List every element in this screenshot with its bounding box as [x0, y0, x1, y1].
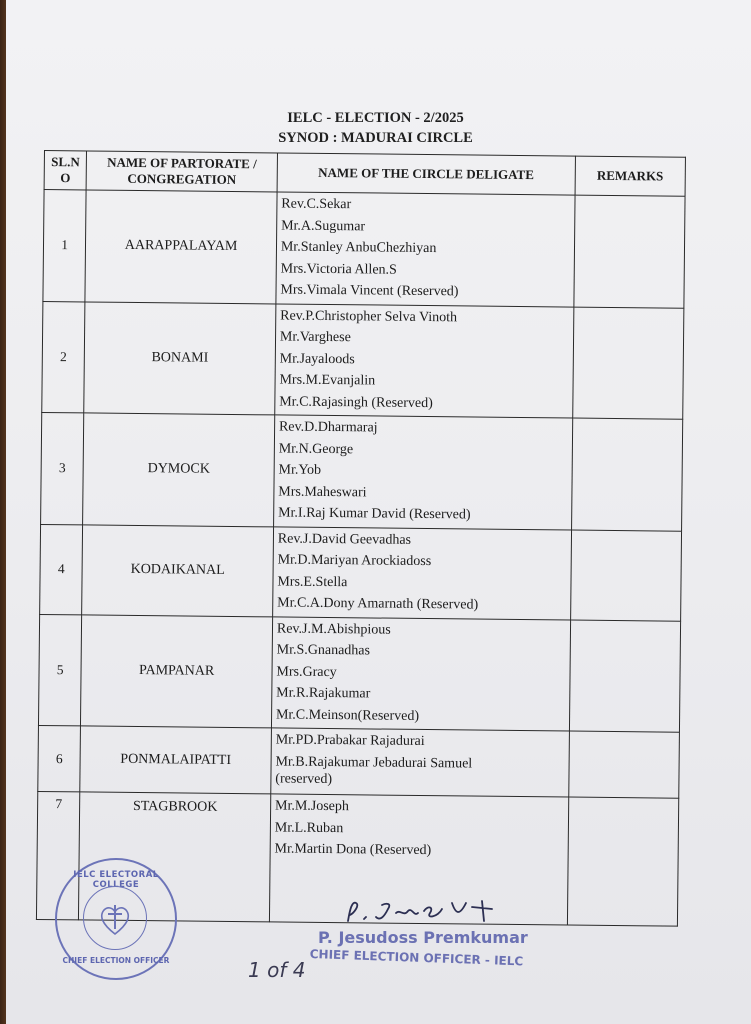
remarks-cell — [574, 195, 685, 308]
serial-number: 7 — [36, 791, 80, 919]
delegate-name: Mr.N.George — [278, 440, 354, 457]
congregation-name: BONAMI — [84, 301, 276, 414]
delegate-name: Mr.D.Mariyan Arockiadoss — [277, 552, 432, 570]
delegate-name: Rev.J.David Geevadhas — [277, 530, 412, 548]
delegate-name: Mr.Jayaloods — [279, 350, 355, 367]
remarks-cell — [568, 731, 679, 798]
table-row — [42, 301, 684, 419]
table-row — [40, 524, 682, 621]
column-header-remarks: REMARKS — [575, 156, 686, 196]
delegate-name: Mrs.Vimala Vincent (Reserved) — [280, 282, 459, 300]
delegate-name: Mrs.E.Stella — [277, 573, 348, 590]
delegate-name: Mr.I.Raj Kumar David (Reserved) — [278, 505, 471, 523]
remarks-cell — [567, 797, 679, 926]
table-row — [38, 614, 680, 732]
serial-number: 5 — [38, 614, 81, 726]
delegate-name: Mrs.Maheswari — [278, 483, 367, 500]
remarks-cell — [571, 418, 682, 531]
congregation-name: PONMALAIPATTI — [80, 726, 271, 794]
officer-name: P. Jesudoss Premkumar — [318, 928, 528, 947]
delegate-name: Mr.C.Meinson(Reserved) — [275, 706, 420, 724]
table-row — [38, 725, 680, 798]
delegate-list — [271, 728, 569, 797]
delegate-name: Mr.A.Sugumar — [281, 217, 366, 234]
delegate-list — [275, 303, 574, 418]
congregation-name: STAGBROOK — [79, 792, 271, 922]
delegate-name: Mrs.Victoria Allen.S — [280, 260, 397, 278]
seal-inner-ring — [83, 886, 147, 950]
table-row — [41, 412, 683, 530]
column-header-name-line1: NAME OF PARTORATE / — [107, 154, 257, 172]
delegate-name: Mr.Stanley AnbuChezhiyan — [280, 239, 437, 257]
delegate-list — [276, 192, 575, 307]
delegate-name: Mr.R.Rajakumar — [276, 685, 371, 702]
delegate-name: Mr.PD.Prabakar Rajadurai — [275, 732, 425, 750]
delegate-name: Mr.L.Ruban — [274, 819, 344, 836]
document-title: IELC - ELECTION - 2/2025 — [287, 110, 464, 126]
serial-number: 4 — [40, 524, 83, 614]
column-header-sl-line1: SL.N — [51, 154, 80, 170]
delegate-name: Rev.D.Dharmaraj — [278, 419, 378, 436]
delegate-name: Mr.M.Joseph — [274, 798, 350, 815]
delegate-name: Rev.C.Sekar — [281, 196, 352, 213]
delegate-name: Mr.Yob — [278, 462, 322, 478]
delegate-name: Mr.Varghese — [279, 329, 351, 346]
table-row — [43, 190, 685, 308]
delegate-list — [271, 616, 570, 731]
remarks-cell — [570, 530, 681, 621]
delegate-table — [36, 150, 686, 927]
congregation-name: DYMOCK — [83, 413, 275, 526]
column-header-delegate: NAME OF THE CIRCLE DELIGATE — [277, 153, 575, 195]
handwritten-signature — [342, 895, 522, 929]
congregation-name: PAMPANAR — [81, 614, 273, 727]
column-header-sl — [44, 151, 87, 190]
delegate-list — [273, 415, 572, 530]
delegate-name: (reserved) — [275, 771, 333, 788]
seal-bottom-text: CHIEF ELECTION OFFICER — [62, 956, 170, 965]
delegate-name: Mr.B.Rajakumar Jebadurai Samuel — [275, 753, 473, 772]
delegate-name: Mr.Martin Dona (Reserved) — [274, 841, 432, 859]
column-header-name-line2: CONGREGATION — [127, 170, 237, 188]
serial-number: 6 — [38, 725, 81, 791]
delegate-list — [273, 526, 572, 619]
delegate-name: Mr.C.Rajasingh (Reserved) — [279, 393, 433, 411]
election-seal-stamp — [55, 858, 177, 980]
delegate-name: Mrs.M.Evanjalin — [279, 372, 376, 389]
delegate-name: Mr.S.Gnanadhas — [276, 642, 371, 659]
serial-number: 1 — [43, 190, 86, 302]
column-header-sl-line2: O — [60, 170, 71, 186]
delegate-name: Rev.P.Christopher Selva Vinoth — [280, 307, 458, 325]
congregation-name: KODAIKANAL — [82, 524, 274, 616]
delegate-name: Rev.J.M.Abishpious — [276, 620, 391, 638]
serial-number: 3 — [41, 412, 84, 524]
remarks-cell — [569, 620, 680, 733]
cross-heart-icon — [84, 887, 146, 949]
delegate-name: Mrs.Gracy — [276, 663, 337, 680]
seal-top-text: IELC ELECTORAL COLLEGE — [73, 870, 159, 890]
document-header — [0, 108, 751, 148]
page-number: 1 of 4 — [248, 958, 306, 982]
column-header-name — [86, 151, 277, 192]
document-subtitle: SYNOD : MADURAI CIRCLE — [278, 130, 473, 146]
serial-number: 2 — [42, 301, 85, 413]
table-header-row — [44, 151, 685, 197]
delegate-name: Mr.C.A.Dony Amarnath (Reserved) — [277, 595, 479, 613]
officer-title: CHIEF ELECTION OFFICER - IELC — [309, 947, 524, 969]
congregation-name: AARAPPALAYAM — [85, 190, 277, 303]
remarks-cell — [572, 307, 683, 420]
